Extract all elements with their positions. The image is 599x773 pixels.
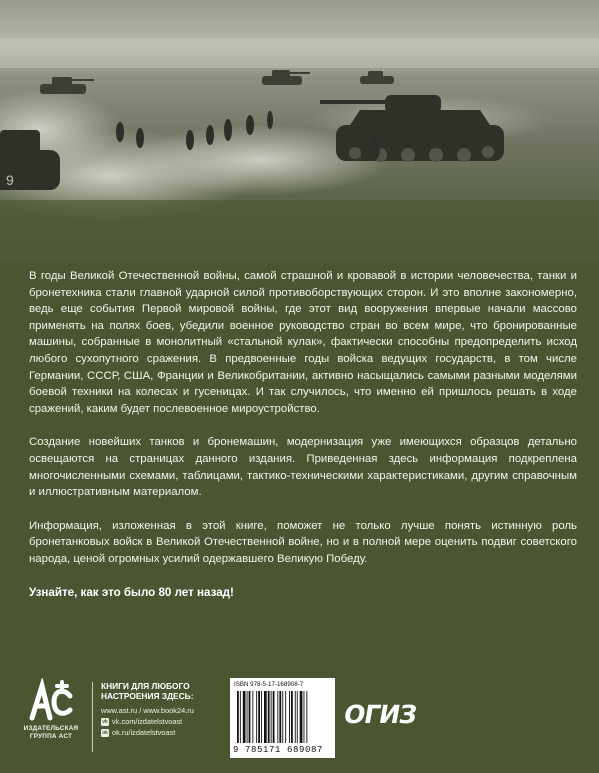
barcode-digits: 9 785171 689087 (233, 745, 324, 755)
isbn-number: ISBN 978-5-17-168908-7 (234, 681, 304, 688)
promo-link-ok-text: ok.ru/izdatelstvoast (112, 728, 176, 738)
ast-caption: ИЗДАТЕЛЬСКАЯ ГРУППА АСТ (23, 725, 79, 740)
paragraph-1: В годы Великой Отечественной войны, самой страшной и кровавой в истории человечества, танки и бронетехника стали главной ударной силой противоборствующих сторон. И это вполне закономерно, ведь еще события Первой мировой войны, где этот вид вооружения впервые начали массово применять на полях боев, убедили военное руководство стран во всем мире, что бронированные машины, собранные в монолитный «стальной кулак», фактически способны предопределить исход любого сухопутного сражения. В предвоенные годы войска ведущих государств, в том числе Германии, СССР, США, Франции и Великобритании, активно насыщались самыми разными моделями боевой техники на колесах и гусеницах. И так случилось, что именно ей пришлось решать в ходе сражений, каким будет послевоенное мироустройство. (29, 270, 577, 415)
ast-logo-icon (26, 678, 76, 722)
call-to-action: Узнайте, как это было 80 лет назад! (29, 585, 234, 599)
ogiz-logo: ОГИЗ (341, 700, 419, 729)
tank-marking: 9 (6, 172, 14, 188)
footer-divider (92, 682, 93, 752)
promo-link-web[interactable] (101, 705, 221, 716)
vk-icon: vk (102, 718, 108, 725)
promo-link-ok[interactable] (101, 727, 221, 738)
paragraph-3: Информация, изложенная в этой книге, поможет не только лучше понять истинную роль бронетанковых войск в Великой Отечественной войне, но и в полной мере оценить подвиг советского народа, ценой огромных усилий одержавшего Великую Победу. (29, 519, 577, 565)
promo-link-web-text: www.ast.ru / www.book24.ru (101, 706, 194, 715)
ast-logo (18, 678, 84, 756)
promo-link-vk[interactable] (101, 716, 221, 727)
paragraph-2: Создание новейших танков и бронемашин, модернизация уже имеющихся образцов детально освещаются на страницах данного издания. Приведенная здесь информация подкреплена многочисленными схемами, таблицами, тактико-техническими характеристиками, другим справочным и иллюстративным материалом. (29, 436, 577, 499)
footer (0, 672, 599, 773)
tank-battle-photo (0, 0, 599, 262)
promo-heading: КНИГИ ДЛЯ ЛЮБОГО НАСТРОЕНИЯ ЗДЕСЬ: (101, 681, 194, 701)
description-text (29, 268, 577, 601)
isbn-barcode (230, 678, 335, 758)
promo-block (101, 681, 221, 739)
promo-link-vk-text: vk.com/izdatelstvoast (112, 717, 183, 727)
photo-illustration (0, 0, 599, 262)
odnoklassniki-icon: ok (102, 730, 108, 736)
barcode-icon (236, 691, 330, 745)
